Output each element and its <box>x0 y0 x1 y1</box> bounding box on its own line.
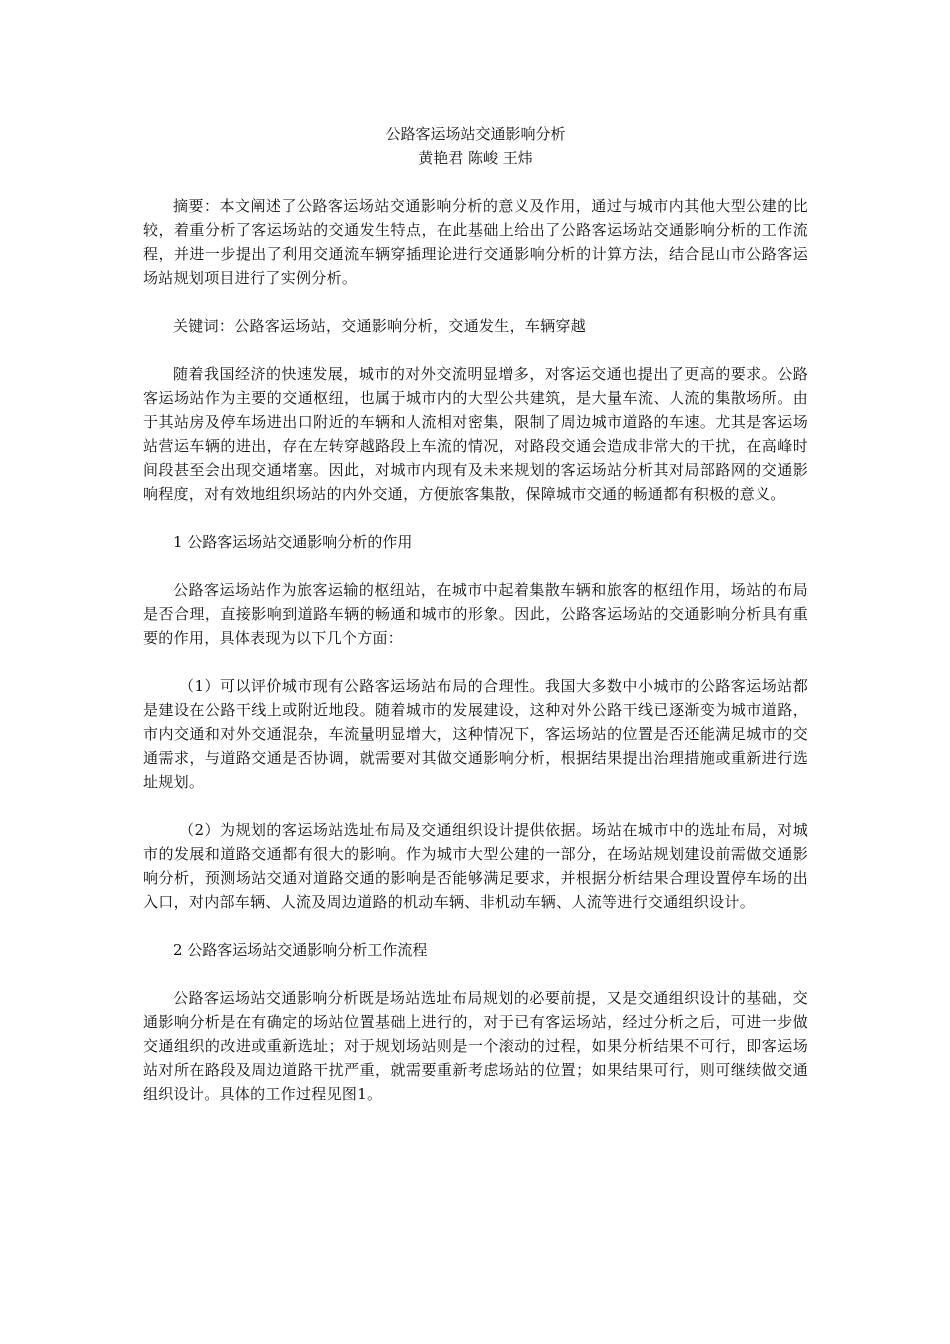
section-1-paragraph: 公路客运场站作为旅客运输的枢纽站，在城市中起着集散车辆和旅客的枢纽作用，场站的布局是否合理，直接影响到道路车辆的畅通和城市的形象。因此，公路客运场站的交通影响分析具有重要的作用，具体表现为以下几个方面： <box>143 581 808 647</box>
section-2-paragraph: 公路客运场站交通影响分析既是场站选址布局规划的必要前提，又是交通组织设计的基础，交通影响分析是在有确定的场站位置基础上进行的，对于已有客运场站，经过分析之后，可进一步做交通组织的改进或重新选址；对于规划场站则是一个滚动的过程，如果分析结果不可行，即客运场站对所在路段及周边道路干扰严重，就需要重新考虑场站的位置；如果结果可行，则可继续做交通组织设计。具体的工作过程见图1。 <box>143 989 808 1103</box>
section-1-item-1: （1）可以评价城市现有公路客运场站布局的合理性。我国大多数中小城市的公路客运场站都是建设在公路干线上或附近地段。随着城市的发展建设，这种对外公路干线已逐渐变为城市道路，市内交通和对外交通混杂，车流量明显增大，这种情况下，客运场站的位置是否还能满足城市的交通需求，与道路交通是否协调，就需要对其做交通影响分析，根据结果提出治理措施或重新进行选址规划。 <box>143 677 808 791</box>
section-2-heading: 2 公路客运场站交通影响分析工作流程 <box>173 941 428 959</box>
abstract-paragraph: 摘要：本文阐述了公路客运场站交通影响分析的意义及作用，通过与城市内其他大型公建的比较，着重分析了客运场站的交通发生特点，在此基础上给出了公路客运场站交通影响分析的工作流程，并进一步提出了利用交通流车辆穿插理论进行交通影响分析的计算方法，结合昆山市公路客运场站规划项目进行了实例分析。 <box>143 197 808 287</box>
document-title: 公路客运场站交通影响分析 <box>385 125 566 143</box>
section-1-heading: 1 公路客运场站交通影响分析的作用 <box>173 533 413 551</box>
section-1-item-2: （2）为规划的客运场站选址布局及交通组织设计提供依据。场站在城市中的选址布局，对城市的发展和道路交通都有很大的影响。作为城市大型公建的一部分，在场站规划建设前需做交通影响分析，预测场站交通对道路交通的影响是否能够满足要求，并根据分析结果合理设置停车场的出入口，对内部车辆、人流及周边道路的机动车辆、非机动车辆、人流等进行交通组织设计。 <box>143 821 808 911</box>
keywords-paragraph: 关键词：公路客运场站，交通影响分析，交通发生，车辆穿越 <box>173 317 587 335</box>
document-authors: 黄艳君 陈峻 王炜 <box>418 149 533 167</box>
intro-paragraph: 随着我国经济的快速发展，城市的对外交流明显增多，对客运交通也提出了更高的要求。公路客运场站作为主要的交通枢纽，也属于城市内的大型公共建筑，是大量车流、人流的集散场所。由于其站房及停车场进出口附近的车辆和人流相对密集，限制了周边城市道路的车速。尤其是客运场站营运车辆的进出，存在左转穿越路段上车流的情况，对路段交通会造成非常大的干扰，在高峰时间段甚至会出现交通堵塞。因此，对城市内现有及未来规划的客运场站分析其对局部路网的交通影响程度，对有效地组织场站的内外交通，方便旅客集散，保障城市交通的畅通都有积极的意义。 <box>143 365 808 503</box>
document-page <box>143 122 808 1130</box>
